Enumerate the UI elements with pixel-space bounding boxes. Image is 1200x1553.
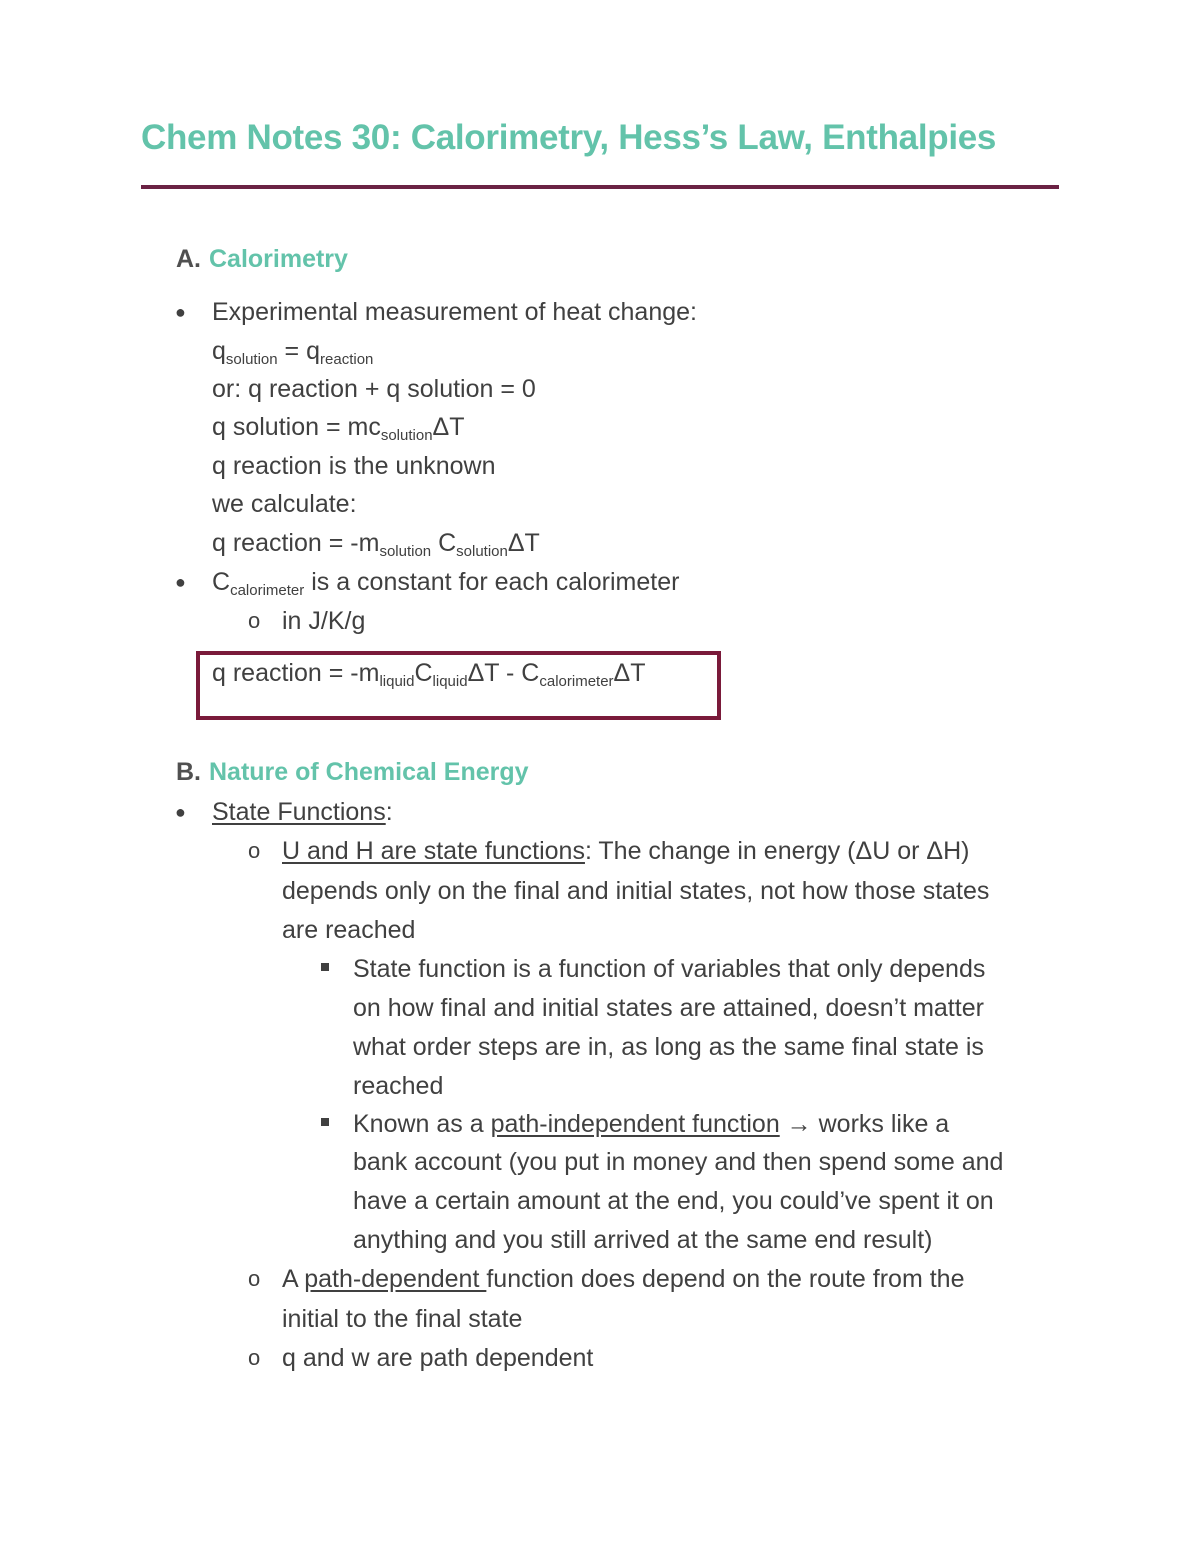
bullet-heat-change: Experimental measurement of heat change: <box>212 298 697 326</box>
boxed-equation: q reaction = $-m_{liquid}C_{liquid}\Delta T - C_{calorimeter}\Delta T$ <box>212 659 646 690</box>
circle-bullet: o <box>248 838 261 863</box>
circle-bullet: o <box>248 1266 261 1291</box>
state-function-line1: State function is a function of variables that only depends <box>353 955 986 983</box>
sub-bullet-path-dependent-line2: initial to the final state <box>282 1305 523 1333</box>
bullet-dot: ● <box>175 802 186 822</box>
section-a-title: Calorimetry <box>209 245 348 273</box>
state-function-line4: reached <box>353 1072 444 1100</box>
equation-q-solution-equals-q-reaction: $q_{solution} = q_{reaction}$ <box>212 337 374 368</box>
sub-bullet-u-h-line2: depends only on the final and initial states, not how those states <box>282 877 990 905</box>
bullet-state-functions: State Functions: <box>212 798 393 826</box>
title-divider <box>141 185 1059 189</box>
bullet-c-calorimeter: $C_{calorimeter}$ is a constant for each calorimeter <box>212 568 680 599</box>
arrow-icon: → <box>779 1110 819 1138</box>
sub-bullet-units: in J/K/g <box>282 607 366 635</box>
state-function-line2: on how final and initial states are attained, doesn’t matter <box>353 994 984 1022</box>
bullet-dot: ● <box>175 572 186 592</box>
sub-bullet-q-w: q and w are path dependent <box>282 1344 594 1372</box>
square-bullet <box>321 1118 329 1126</box>
state-function-line3: what order steps are in, as long as the same final state is <box>353 1033 984 1061</box>
section-a-letter: A. <box>176 245 201 273</box>
path-independent-line1: Known as a path-independent function → works like a <box>353 1110 950 1138</box>
circle-bullet: o <box>248 608 261 633</box>
section-a-heading <box>176 245 348 274</box>
path-independent-line2: bank account (you put in money and then spend some and <box>353 1148 1004 1176</box>
equation-q-solution: q solution = $mc_{solution}\Delta T$ <box>212 413 465 444</box>
sub-bullet-u-h-line3: are reached <box>282 916 416 944</box>
square-bullet <box>321 963 329 971</box>
section-b-letter: B. <box>176 758 201 786</box>
page-title: Chem Notes 30: Calorimetry, Hess’s Law, Enthalpies <box>141 118 997 157</box>
text-we-calculate: we calculate: <box>212 490 357 518</box>
equation-sum-zero: or: q reaction + q solution = 0 <box>212 375 536 403</box>
equation-q-reaction: q reaction = $-m_{solution}$ $C_{solution}\Delta T$ <box>212 529 540 560</box>
sub-bullet-path-dependent: A path-dependent function does depend on the route from the <box>282 1265 965 1293</box>
sub-bullet-u-h-state: U and H are state functions: The change in energy (ΔU or ΔH) <box>282 837 970 865</box>
section-b-heading <box>176 758 529 787</box>
path-independent-line4: anything and you still arrived at the same end result) <box>353 1226 933 1254</box>
bullet-dot: ● <box>175 302 186 322</box>
text-q-reaction-unknown: q reaction is the unknown <box>212 452 496 480</box>
path-independent-line3: have a certain amount at the end, you could’ve spent it on <box>353 1187 994 1215</box>
section-b-title: Nature of Chemical Energy <box>209 758 529 786</box>
circle-bullet: o <box>248 1345 261 1370</box>
